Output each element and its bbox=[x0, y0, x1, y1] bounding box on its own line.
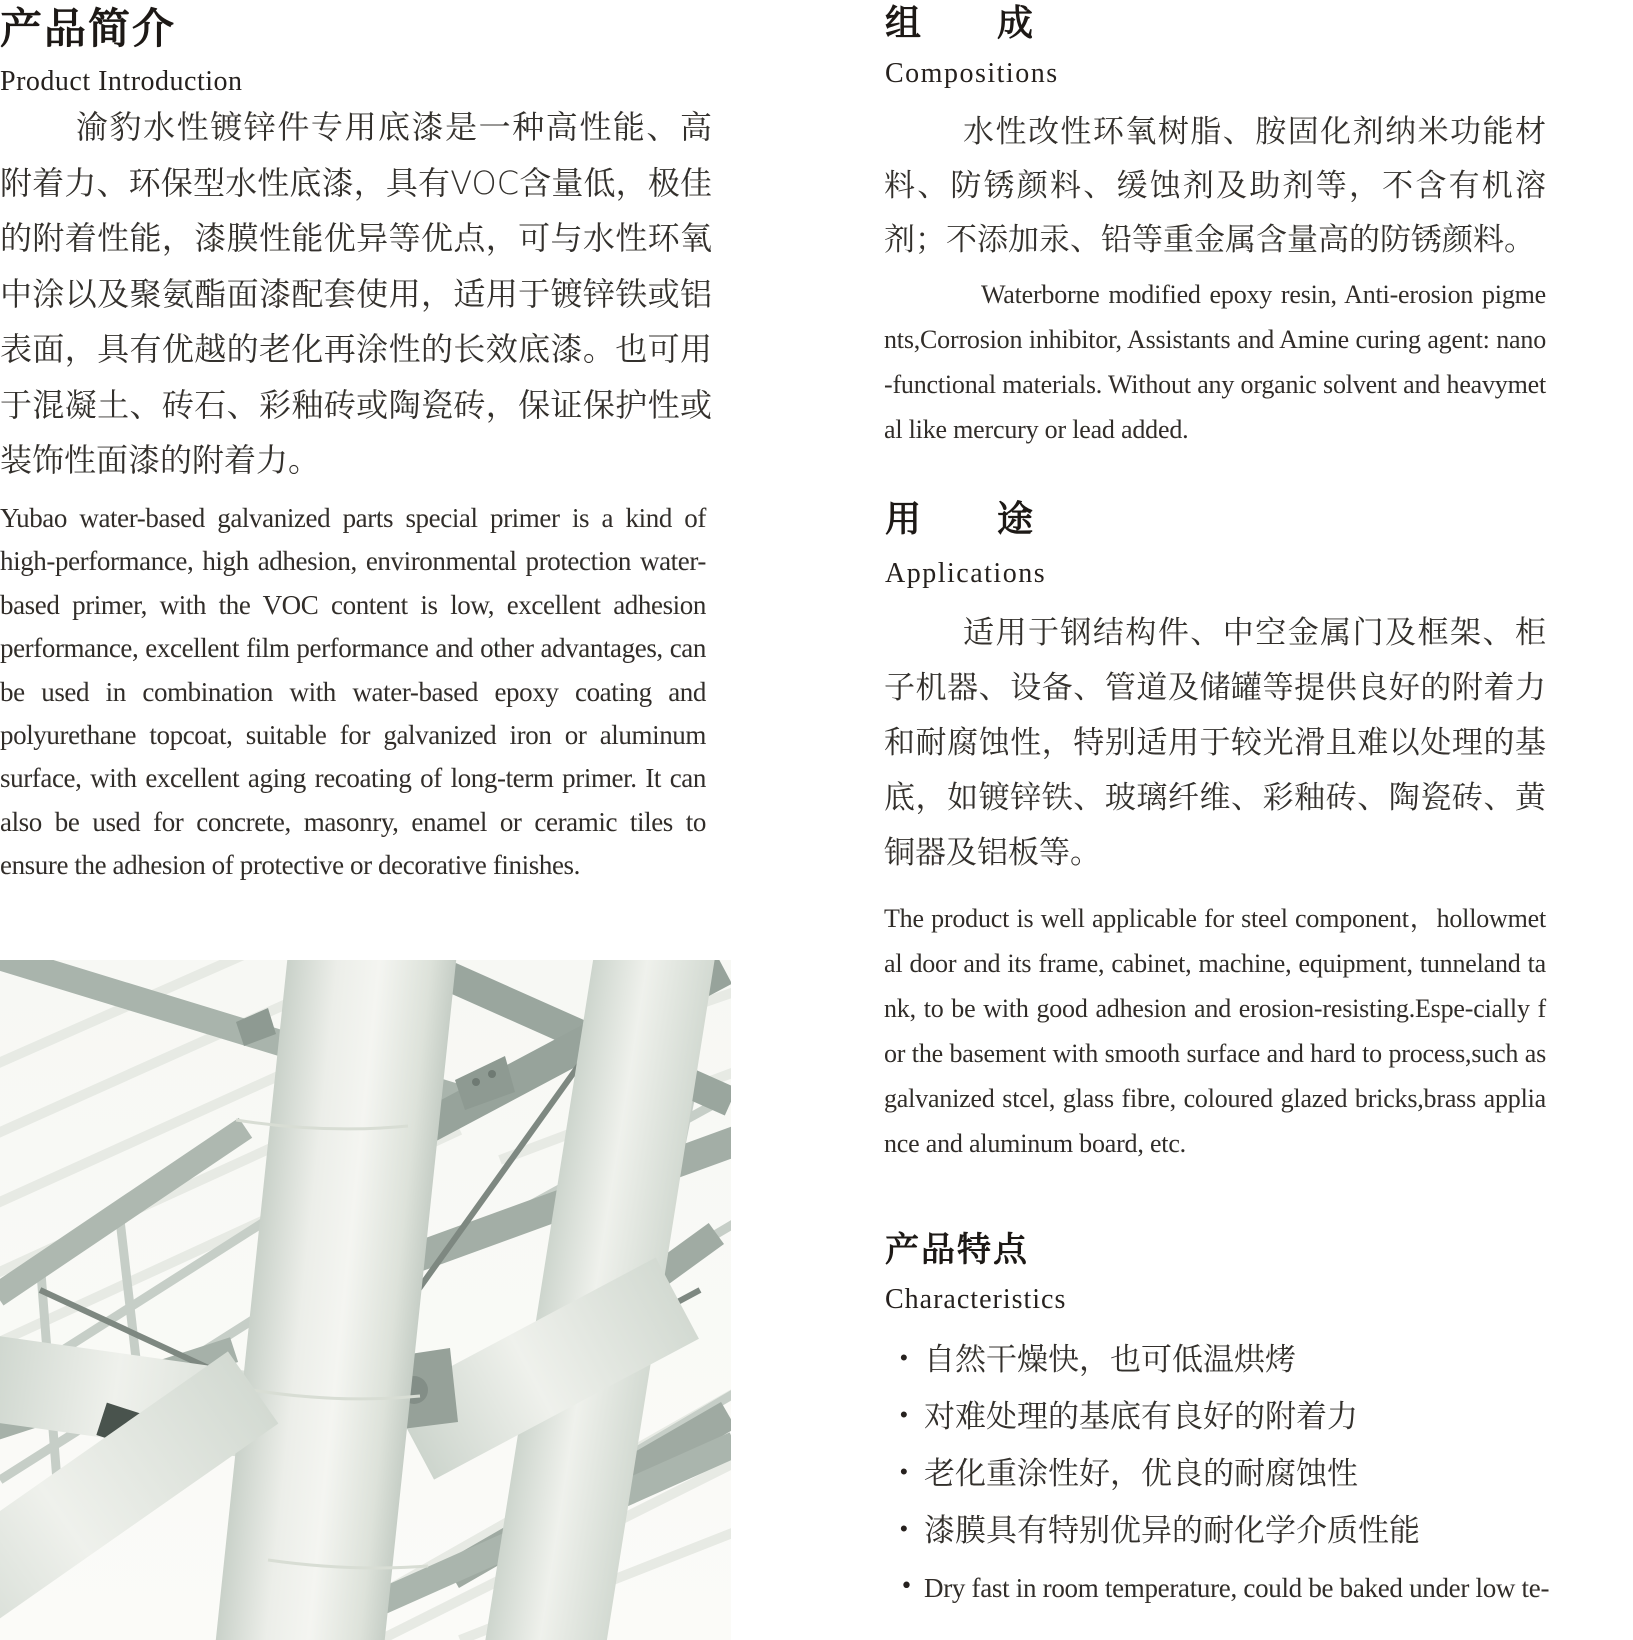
compositions-heading-zh-char1: 组 bbox=[885, 3, 924, 44]
product-introduction-body-zh: 渝豹水性镀锌件专用底漆是一种高性能、高附着力、环保型水性底漆，具有VOC含量低，极佳的附着性能，漆膜性能优异等优点，可与水性环氧中涂以及聚氨酯面漆配套使用，适用于镀锌铁或铝表面，具有优越的老化再涂性的长效底漆。也可用于混凝土、砖石、彩釉砖或陶瓷砖，保证保护性或装饰性面漆的附着力。 bbox=[0, 108, 712, 479]
characteristic-item bbox=[884, 1560, 1564, 1617]
compositions-heading-zh-char2: 成 bbox=[997, 3, 1036, 44]
bullet-icon: • bbox=[900, 1403, 908, 1428]
product-introduction-body-en: Yubao water-based galvanized parts special primer is a kind of high-performance, high adhesion, environmental protection water-based primer, with the VOC content is low, excellent adhesion performance, excellent film performance and other advantages, can be used in combination with water-based epoxy coating and polyurethane topcoat, suitable for galvanized iron or aluminum surface, with excellent aging recoating of long-term primer. It can also be used for concrete, masonry, enamel or ceramic tiles to ensure the adhesion of protective or decorative finishes. bbox=[0, 503, 706, 881]
bullet-icon: • bbox=[900, 1346, 908, 1371]
characteristic-item bbox=[884, 1332, 1564, 1389]
characteristic-item bbox=[884, 1446, 1564, 1503]
right-column bbox=[884, 0, 1584, 1640]
product-introduction-heading-en: Product Introduction bbox=[0, 66, 243, 97]
characteristic-item bbox=[884, 1389, 1564, 1446]
product-introduction-heading-zh: 产品简介 bbox=[0, 4, 177, 53]
compositions-heading-zh bbox=[885, 2, 1035, 45]
steel-structure-photo bbox=[0, 960, 731, 1640]
applications-heading-en: Applications bbox=[885, 558, 1047, 589]
characteristic-text: 自然干燥快，也可低温烘烤 bbox=[924, 1342, 1296, 1378]
bullet-icon: • bbox=[900, 1574, 913, 1599]
bullet-icon: • bbox=[900, 1460, 908, 1485]
characteristics-heading-zh: 产品特点 bbox=[885, 1230, 1029, 1270]
characteristic-text: 漆膜具有特别优异的耐化学介质性能 bbox=[924, 1513, 1420, 1549]
characteristic-text: 对难处理的基底有良好的附着力 bbox=[924, 1399, 1358, 1435]
steel-structure-photo-art bbox=[0, 960, 731, 1640]
bullet-icon: • bbox=[900, 1517, 908, 1542]
applications-heading-zh-char1: 用 bbox=[885, 499, 924, 540]
applications-heading-zh bbox=[885, 498, 1035, 541]
compositions-body-zh: 水性改性环氧树脂、胺固化剂纳米功能材料、防锈颜料、缓蚀剂及助剂等，不含有机溶剂；不添加汞、铅等重金属含量高的防锈颜料。 bbox=[884, 114, 1546, 258]
characteristic-text: Dry fast in room temperature, could be baked under low te- bbox=[924, 1573, 1550, 1603]
applications-body-zh: 适用于钢结构件、中空金属门及框架、柜子机器、设备、管道及储罐等提供良好的附着力和耐腐蚀性，特别适用于较光滑且难以处理的基底，如镀锌铁、玻璃纤维、彩釉砖、陶瓷砖、黄铜器及铝板等。 bbox=[884, 615, 1546, 871]
characteristic-text: 老化重涂性好，优良的耐腐蚀性 bbox=[924, 1456, 1358, 1492]
left-column bbox=[0, 0, 731, 1640]
compositions-heading-en: Compositions bbox=[885, 58, 1059, 89]
characteristic-item bbox=[884, 1503, 1564, 1560]
applications-body-en: The product is well applicable for steel component，hollowmetal door and its frame, cabinet, machine, equipment, tunneland tank, to be with good adhesion and erosion-resisting.Espe-cially for the basement with smooth surface and hard to process,such as galvanized stcel, glass fibre, coloured glazed bricks,brass appliance and aluminum board, etc. bbox=[884, 904, 1546, 1158]
applications-heading-zh-char2: 途 bbox=[997, 499, 1036, 540]
compositions-body-en: Waterborne modified epoxy resin, Anti-erosion pigments,Corrosion inhibitor, Assistants and Amine curing agent: nano-functional materials. Without any organic solvent and heavymetal like mercury or lead added. bbox=[884, 280, 1546, 444]
characteristics-list bbox=[884, 1332, 1564, 1617]
characteristics-heading-en: Characteristics bbox=[885, 1284, 1067, 1315]
